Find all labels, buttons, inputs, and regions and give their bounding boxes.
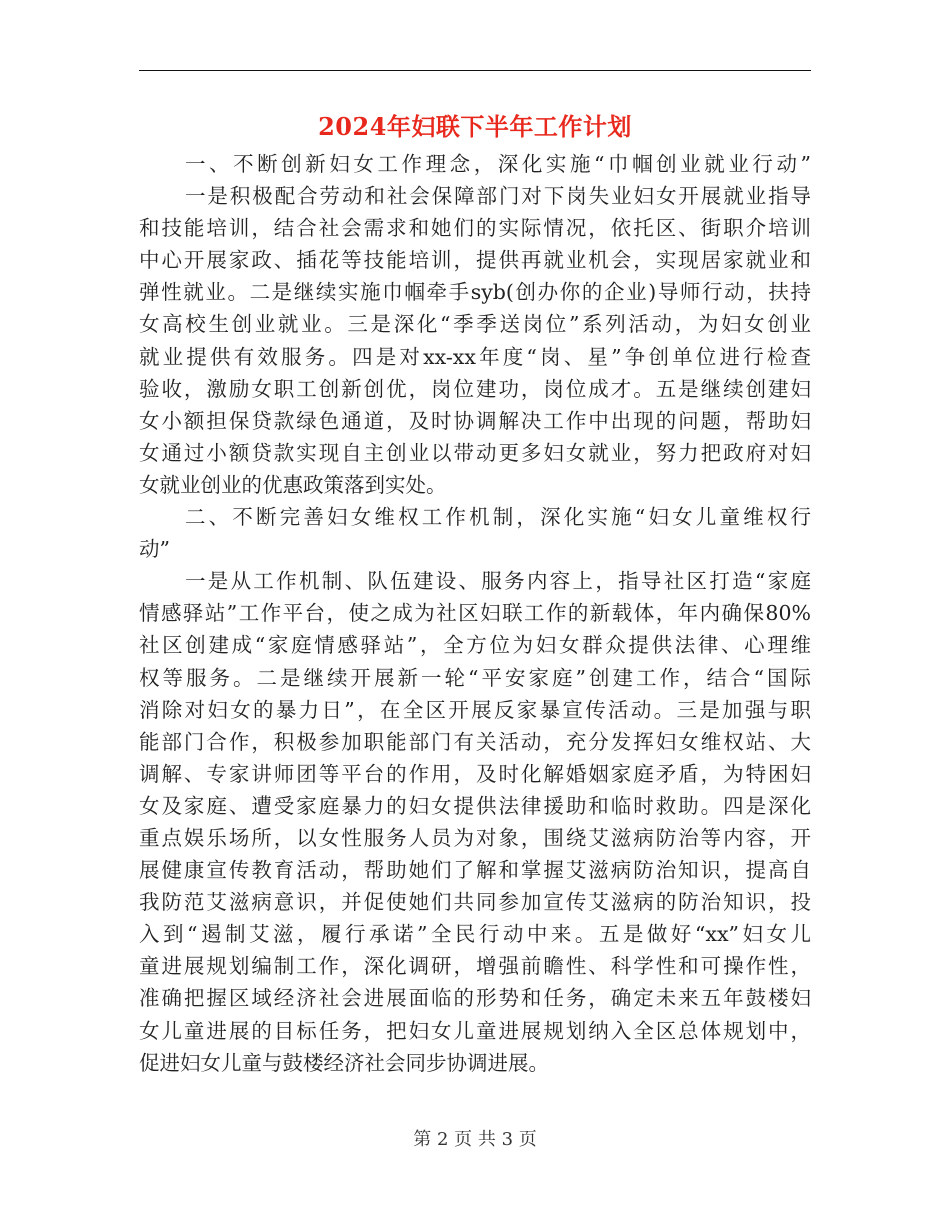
- paragraph-line: 女小额担保贷款绿色通道，及时协调解决工作中出现的问题，帮助妇: [139, 408, 811, 433]
- paragraph-line: 社区创建成“家庭情感驿站”，全方位为妇女群众提供法律、心理维: [139, 633, 811, 658]
- paragraph-line: 女儿童进展的目标任务，把妇女儿童进展规划纳入全区总体规划中，: [139, 1018, 811, 1043]
- section-heading-2: 二、不断完善妇女维权工作机制，深化实施“妇女儿童维权行: [185, 505, 811, 530]
- paragraph-line: 一是从工作机制、队伍建设、服务内容上，指导社区打造“家庭: [185, 569, 811, 594]
- paragraph-line: 重点娱乐场所，以女性服务人员为对象，围绕艾滋病防治等内容，开: [139, 825, 811, 850]
- paragraph-line: 情感驿站”工作平台，使之成为社区妇联工作的新载体，年内确保80%: [139, 601, 811, 626]
- paragraph-line: 童进展规划编制工作，深化调研，增强前瞻性、科学性和可操作性，: [139, 954, 811, 979]
- paragraph-line: 就业提供有效服务。四是对xx-xx年度“岗、星”争创单位进行检查: [139, 344, 811, 369]
- paragraph-line: 调解、专家讲师团等平台的作用，及时化解婚姻家庭矛盾，为特困妇: [139, 761, 811, 786]
- paragraph-line: 我防范艾滋病意识，并促使她们共同参加宣传艾滋病的防治知识，投: [139, 890, 811, 915]
- paragraph-line: 中心开展家政、插花等技能培训，提供再就业机会，实现居家就业和: [139, 248, 811, 273]
- document-title: 2024年妇联下半年工作计划: [318, 112, 632, 141]
- paragraph-line: 入到“遏制艾滋，履行承诺”全民行动中来。五是做好“xx”妇女儿: [139, 922, 811, 947]
- paragraph-line: 验收，激励女职工创新创优，岗位建功，岗位成才。五是继续创建妇: [139, 376, 811, 401]
- paragraph-line: 展健康宣传教育活动，帮助她们了解和掌握艾滋病防治知识，提高自: [139, 858, 811, 883]
- section-heading-1: 一、不断创新妇女工作理念，深化实施“巾帼创业就业行动”: [185, 152, 811, 176]
- header-rule: [139, 70, 811, 71]
- paragraph-line: 一是积极配合劳动和社会保障部门对下岗失业妇女开展就业指导: [185, 184, 811, 209]
- page-number-footer: 第 2 页 共 3 页: [413, 1129, 537, 1150]
- document-body: [139, 148, 811, 1079]
- section-heading-2-continued: 动”: [139, 537, 170, 562]
- paragraph-line: 女就业创业的优惠政策落到实处。: [139, 472, 447, 497]
- paragraph-line: 弹性就业。二是继续实施巾帼牵手syb(创办你的企业)导师行动，扶持: [139, 280, 811, 305]
- paragraph-line: 女高校生创业就业。三是深化“季季送岗位”系列活动，为妇女创业: [139, 312, 811, 337]
- paragraph-line: 消除对妇女的暴力日”，在全区开展反家暴宣传活动。三是加强与职: [139, 697, 811, 722]
- paragraph-line: 能部门合作，积极参加职能部门有关活动，充分发挥妇女维权站、大: [139, 729, 811, 754]
- paragraph-line: 女通过小额贷款实现自主创业以带动更多妇女就业，努力把政府对妇: [139, 440, 811, 465]
- paragraph-line: 权等服务。二是继续开展新一轮“平安家庭”创建工作，结合“国际: [139, 665, 811, 690]
- paragraph-line: 促进妇女儿童与鼓楼经济社会同步协调进展。: [139, 1050, 549, 1075]
- paragraph-line: 和技能培训，结合社会需求和她们的实际情况，依托区、街职介培训: [139, 216, 811, 241]
- paragraph-line: 女及家庭、遭受家庭暴力的妇女提供法律援助和临时救助。四是深化: [139, 793, 811, 818]
- paragraph-line: 准确把握区域经济社会进展面临的形势和任务，确定未来五年鼓楼妇: [139, 986, 811, 1011]
